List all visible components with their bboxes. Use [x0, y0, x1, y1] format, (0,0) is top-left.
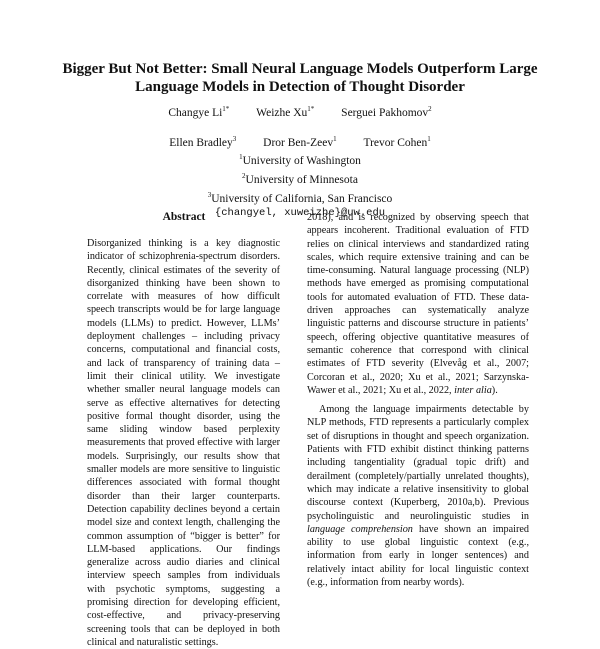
affiliation: $^1$University of Washington [239, 153, 361, 167]
author: Trevor Cohen$^1$ [363, 134, 431, 149]
abstract-heading: Abstract [162, 211, 206, 223]
abstract-column [87, 237, 280, 649]
author: Changye $Li^{1*}$ [168, 105, 230, 119]
author: Dror Ben-Zeev$^1$ [263, 134, 337, 149]
author: Serguei Pakhomov$^2$ [341, 105, 432, 119]
author-row-1 [40, 96, 560, 126]
author: Weizhe $Xu^{1*}$ [256, 105, 315, 119]
affiliation: $^3$University of California, San Francisco [207, 190, 393, 205]
affiliation: $^2$University of Minnesota [242, 171, 358, 186]
author-list [40, 96, 560, 156]
paper-title: Bigger But Not Better: Small Neural Language Models Outperform Large Language Models in Detection of Thought Disorder [62, 61, 538, 95]
body-paragraph-2: Among the language impairments detectable by NLP methods, FTD represents a particularly complex set of disruptions in thought and speech organization. Patients with FTD exhibit distinct thinking patterns including tangentiality (gradual topic drift) and derailment (completely/partially unrelated thoughts), which may indicate a relative insensitivity to global discourse context (Kuperberg, 2010a,b). Previous psycholinguistic and neurolinguistic studies in language comprehension have shown an impaired ability to use global linguistic context (e.g., information from early in longer sentences) and relatively intact ability for local linguistic context (e.g., information from nearby words). [307, 404, 529, 589]
author: Ellen Bradley$^3$ [169, 134, 237, 149]
body-column [307, 211, 529, 589]
abstract-text: Disorganized thinking is a key diagnostic indicator of schizophrenia-spectrum disorders. Recently, clinical estimates of the severity of disorganized thinking have been shown to correlate with measures of how difficult speech transcripts would be for large language models (LLMs) to predict. However, LLMs’ deployment challenges – including privacy concerns, computational and financial costs, and lack of transparency of training data – limit their clinical utility. We investigate whether smaller neural language models can serve as effective alternatives for detecting positive formal thought disorder, using the same sliding window based perplexity measurements that proved effective with larger models. Surprisingly, our results show that smaller models are more sensitive to linguistic differences associated with formal thought disorder than their larger counterparts. Detection capability declines beyond a certain model size and context length, challenging the common assumption of “bigger is better” for LLM-based applications. Our findings generalize across audio diaries and clinical interview speech samples from individuals with psychotic symptoms, suggesting a promising direction for developing efficient, cost-effective, and privacy-preserving screening tools that can be deployed in both clinical and naturalistic settings. [87, 238, 280, 648]
body-paragraph-1: 2018), and is recognized by observing speech that appears incoherent. Traditional evaluation of FTD relies on clinical interviews and standardized rating scales, which require extensive training and can be time-consuming. Natural language processing (NLP) methods have emerged as promising computational tools for automated evaluation of FTD. These data-driven approaches can systematically analyze linguistic patterns and discourse structure in patients’ speech, offering objective quantitative measures of semantic coherence that correspond with clinical estimates of FTD severity (Elvevåg et al., 2007; Corcoran et al., 2020; Xu et al., 2021; Sarzynska-Wawer et al., 2021; Xu et al., 2022, inter alia). [307, 212, 529, 396]
author-email: {changyel, xuweizhe}@uw.edu [214, 207, 386, 220]
